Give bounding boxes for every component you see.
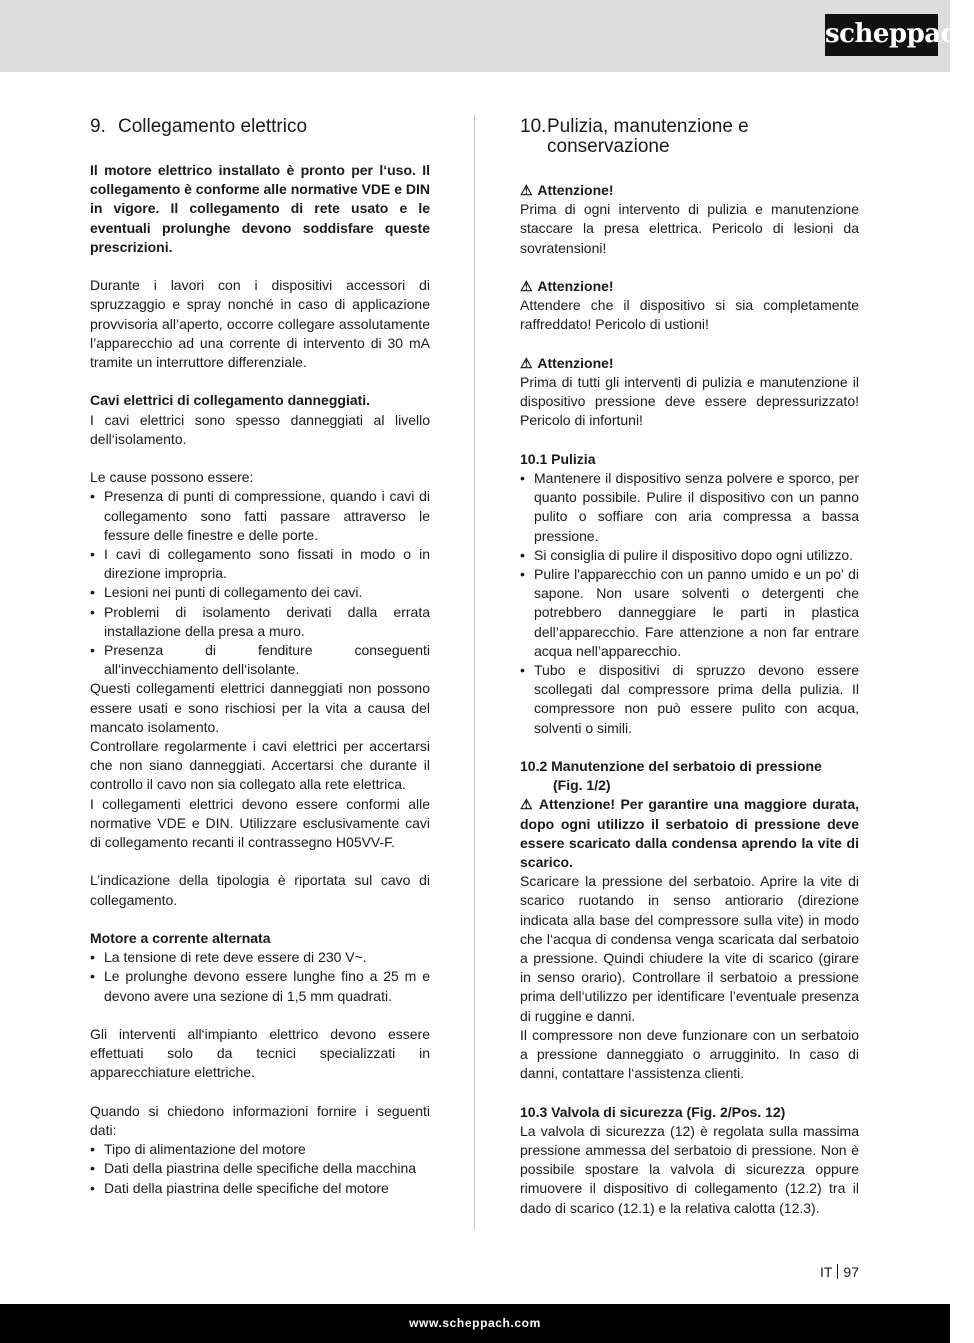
paragraph: I cavi elettrici sono spesso danneggiati al livello dell‘isolamento.: [90, 411, 430, 447]
brand-logo: scheppach: [825, 14, 938, 56]
paragraph: Controllare regolarmente i cavi elettrici per accertarsi che non siano danneggiati. Accertarsi che durante il controllo il cavo non sia collegato alla rete elettrica.: [90, 738, 430, 793]
list-item: • Mantenere il dispositivo senza polvere e sporco, per quanto possibile. Pulire il dispositivo con un panno pulito o soffiare con aria compressa a bassa pressione.: [520, 469, 859, 546]
list-item: • Problemi di isolamento derivati dalla errata installazione della presa a muro.: [90, 603, 430, 641]
list-item: • Lesioni nei punti di collegamento dei cavi.: [90, 583, 430, 602]
footer-url: www.scheppach.com: [409, 1316, 541, 1330]
list-item: • Dati della piastrina delle specifiche del motore: [90, 1179, 430, 1198]
subheading-10-1: 10.1 Pulizia: [520, 450, 596, 467]
list-item: • Presenza di fenditure conseguenti all‘invecchiamento dell‘isolante.: [90, 641, 430, 679]
causes-list: [90, 487, 430, 679]
list-item: • La tensione di rete deve essere di 230 V~.: [90, 948, 430, 967]
warning-label: [520, 277, 859, 296]
paragraph: Durante i lavori con i dispositivi accessori di spruzzaggio e spray nonché in caso di applicazione provvisoria all’aperto, occorre collegare assolutamente l’apparecchio ad una corrente di intervento di 30 mA tramite un interruttore differenziale.: [90, 277, 430, 371]
paragraph: Il compressore non deve funzionare con un serbatoio a pressione danneggiato o arrugginito. In caso di danni, contattare l‘assistenza clienti.: [520, 1026, 859, 1082]
list-item: • Tipo di alimentazione del motore: [90, 1140, 430, 1159]
info-list: [90, 1140, 430, 1198]
warning-icon: ⚠: [520, 278, 533, 294]
heading-text: Collegamento elettrico: [118, 116, 308, 137]
right-column: [520, 117, 859, 1218]
cleaning-list: [520, 469, 859, 738]
intro-paragraph: Il motore elettrico installato è pronto per l‘uso. Il collegamento è conforme alle normative VDE e DIN in vigore. Il collegamento di rete usato e le eventuali prolunghe devono soddisfare queste prescrizioni.: [90, 162, 430, 255]
warning-icon: ⚠: [520, 796, 533, 813]
list-item: • Pulire l'apparecchio con un panno umido e un po' di sapone. Non usare solventi o detergenti che potrebbero danneggiare le parti in plastica dell’apparecchio. Fare attenzione a non far entrare acqua nell’apparecchio.: [520, 565, 859, 661]
page-number-value: 97: [843, 1264, 859, 1280]
warning-label: [520, 354, 859, 373]
subheading-10-2: 10.2 Manutenzione del serbatoio di pressione: [520, 758, 822, 775]
paragraph: Prima di ogni intervento di pulizia e manutenzione staccare la presa elettrica. Pericolo di lesioni da sovratensioni!: [520, 201, 859, 256]
paragraph: Prima di tutti gli interventi di pulizia e manutenzione il dispositivo pressione deve essere depressurizzato! Pericolo di infortuni!: [520, 374, 859, 429]
section-9-heading: [90, 117, 430, 137]
list-item: • Presenza di punti di compressione, quando i cavi di collegamento sono fatti passare attraverso le fessure delle finestre e delle porte.: [90, 487, 430, 545]
paragraph: Questi collegamenti elettrici danneggiati non possono essere usati e sono rischiosi per la vita a causa del mancato isolamento.: [90, 680, 430, 735]
paragraph: La valvola di sicurezza (12) è regolata sulla massima pressione ammessa del serbatoio di pressione. Non è possibile spostare la valvola di sicurezza oppure rimuovere il dispositivo di collegamento (12.2) tra il dado di scarico (12.1) e la relativa calotta (12.3).: [520, 1122, 859, 1216]
column-divider: [474, 115, 475, 1230]
list-item: • Si consiglia di pulire il dispositivo dopo ogni utilizzo.: [520, 546, 859, 565]
section-10-heading: [520, 117, 859, 157]
footer-bar: [0, 1304, 950, 1343]
left-column: [90, 117, 430, 1198]
warning-text: Attenzione!: [537, 278, 614, 294]
heading-number: 9.: [90, 116, 106, 137]
subheading-10-3: 10.3 Valvola di sicurezza (Fig. 2/Pos. 12): [520, 1103, 786, 1120]
warning-text: Attenzione!: [537, 182, 614, 198]
motor-list: [90, 948, 430, 1006]
page-language: IT: [819, 1264, 833, 1280]
list-item: • I cavi di collegamento sono fissati in modo o in direzione impropria.: [90, 545, 430, 583]
warning-label: [520, 181, 859, 200]
warning-icon: ⚠: [520, 354, 533, 371]
warning-icon: ⚠: [520, 182, 533, 198]
paragraph: I collegamenti elettrici devono essere conformi alle normative VDE e DIN. Utilizzare esclusivamente cavi di collegamento recanti il contrassegno H05VV-F.: [90, 795, 430, 851]
page-number-separator: [837, 1264, 838, 1279]
list-item: • Tubo e dispositivi di spruzzo devono essere scollegati dal compressore prima della pulizia. Il compressore non può essere pulito con acqua, solventi o simili.: [520, 661, 859, 738]
warning-paragraph: [520, 795, 859, 872]
paragraph: Quando si chiedono informazioni fornire i seguenti dati:: [90, 1102, 430, 1139]
header-bar: [0, 0, 974, 72]
warning-text: Attenzione! Per garantire una maggiore durata, dopo ogni utilizzo il serbatoio di pressione deve essere scaricato dalla condensa aprendo la vite di scarico.: [520, 796, 859, 871]
paragraph: Gli interventi all‘impianto elettrico devono essere effettuati solo da tecnici specializzati in apparecchiature elettriche.: [90, 1026, 430, 1081]
list-item: • Le prolunghe devono essere lunghe fino a 25 m e devono avere una sezione di 1,5 mm quadrati.: [90, 967, 430, 1005]
page-number: [820, 1264, 859, 1280]
paragraph: Attendere che il dispositivo si sia completamente raffreddato! Pericolo di ustioni!: [520, 297, 859, 333]
subheading-motor: Motore a corrente alternata: [90, 930, 271, 947]
heading-text: Pulizia, manutenzione e conservazione: [547, 116, 749, 157]
list-item: • Dati della piastrina delle specifiche della macchina: [90, 1159, 430, 1178]
figure-reference: (Fig. 1/2): [553, 777, 611, 794]
paragraph: Le cause possono essere:: [90, 469, 254, 486]
paragraph: Scaricare la pressione del serbatoio. Aprire la vite di scarico ruotando in senso antiorario (direzione indicata alla base del compressore sulla vite) in modo che l‘acqua di condensa venga scaricata dal serbatoio a pressione. Quindi chiudere la vite di scarico (girare in senso orario). Controllare il serbatoio a pressione prima dell‘utilizzo per identificare l’eventuale presenza di ruggine e danni.: [520, 873, 859, 1024]
warning-text: Attenzione!: [537, 354, 614, 371]
heading-number: 10.: [520, 116, 547, 137]
paragraph: L’indicazione della tipologia è riportata sul cavo di collegamento.: [90, 872, 430, 908]
subheading-cables: Cavi elettrici di collegamento danneggiati.: [90, 392, 371, 409]
